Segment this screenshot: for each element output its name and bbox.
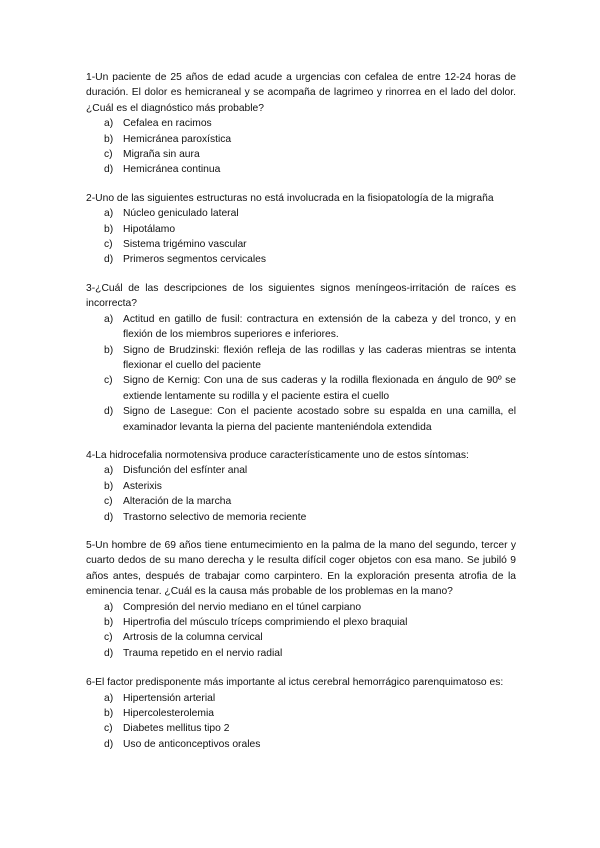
option-letter: a) bbox=[104, 465, 114, 477]
option-a bbox=[86, 600, 516, 615]
question-stem: 4-La hidrocefalia normotensiva produce característicamente uno de estos síntomas: bbox=[86, 449, 469, 461]
question-1 bbox=[86, 70, 516, 178]
option-b bbox=[86, 706, 516, 721]
option-text: Disfunción del esfínter anal bbox=[123, 465, 248, 477]
option-text: Actitud en gatillo de fusil: contractura en extensión de la cabeza y del tronco, y en flexión de los miembros superiores e inferiores. bbox=[123, 313, 516, 341]
option-letter: d) bbox=[104, 406, 114, 418]
option-text: Compresión del nervio mediano en el túnel carpiano bbox=[123, 601, 362, 613]
option-d bbox=[86, 737, 516, 752]
option-a bbox=[86, 312, 516, 343]
option-text: Sistema trigémino vascular bbox=[123, 239, 247, 251]
option-letter: b) bbox=[104, 223, 114, 235]
option-text: Hemicránea paroxística bbox=[123, 133, 232, 145]
option-d bbox=[86, 162, 516, 177]
option-d bbox=[86, 510, 516, 525]
options-list bbox=[86, 691, 516, 753]
option-letter: d) bbox=[104, 647, 114, 659]
option-text: Artrosis de la columna cervical bbox=[123, 632, 263, 644]
option-text: Hemicránea continua bbox=[123, 164, 221, 176]
question-2 bbox=[86, 191, 516, 268]
option-d bbox=[86, 252, 516, 267]
option-c bbox=[86, 373, 516, 404]
option-letter: a) bbox=[104, 118, 114, 130]
option-text: Diabetes mellitus tipo 2 bbox=[123, 723, 230, 735]
question-stem: 6-El factor predisponente más importante al ictus cerebral hemorrágico parenquimatoso es: bbox=[86, 677, 504, 689]
option-text: Trastorno selectivo de memoria reciente bbox=[123, 511, 307, 523]
option-a bbox=[86, 463, 516, 478]
question-stem: 3-¿Cuál de las descripciones de los siguientes signos meníngeos-irritación de raíces es incorrecta? bbox=[86, 282, 516, 310]
option-c bbox=[86, 721, 516, 736]
option-text: Signo de Brudzinski: flexión refleja de las rodillas y las caderas mientras se intenta flexionar el cuello del paciente bbox=[123, 344, 516, 371]
option-c bbox=[86, 237, 516, 252]
option-b bbox=[86, 132, 516, 147]
option-b bbox=[86, 222, 516, 237]
question-5 bbox=[86, 538, 516, 661]
options-list bbox=[86, 312, 516, 435]
option-text: Alteración de la marcha bbox=[123, 496, 232, 508]
option-text: Trauma repetido en el nervio radial bbox=[123, 647, 283, 659]
option-letter: b) bbox=[104, 133, 114, 145]
option-text: Migraña sin aura bbox=[123, 149, 200, 161]
option-text: Uso de anticonceptivos orales bbox=[123, 738, 261, 750]
option-letter: a) bbox=[104, 208, 114, 220]
option-c bbox=[86, 630, 516, 645]
option-letter: b) bbox=[104, 708, 114, 720]
option-d bbox=[86, 646, 516, 661]
option-letter: c) bbox=[104, 723, 113, 735]
option-text: Hipotálamo bbox=[123, 223, 176, 235]
option-letter: d) bbox=[104, 164, 114, 176]
option-text: Cefalea en racimos bbox=[123, 118, 212, 130]
option-b bbox=[86, 615, 516, 630]
option-c bbox=[86, 147, 516, 162]
option-text: Hipertensión arterial bbox=[123, 692, 216, 704]
option-c bbox=[86, 494, 516, 509]
option-letter: c) bbox=[104, 375, 113, 387]
document-page bbox=[86, 70, 516, 766]
option-a bbox=[86, 206, 516, 221]
question-4 bbox=[86, 448, 516, 525]
option-a bbox=[86, 691, 516, 706]
question-stem: 1-Un paciente de 25 años de edad acude a urgencias con cefalea de entre 12-24 horas de duración. El dolor es hemicraneal y se acompaña de lagrimeo y rinorrea en el lado del dolor. ¿Cuál es el diagnóstico más probable? bbox=[86, 72, 516, 114]
option-text: Asterixis bbox=[123, 480, 162, 492]
options-list bbox=[86, 116, 516, 178]
option-letter: a) bbox=[104, 601, 114, 613]
option-letter: b) bbox=[104, 617, 114, 628]
option-text: Signo de Kernig: Con una de sus caderas y la rodilla flexionada en ángulo de 90º se extiende lentamente su rodilla y el paciente estira el cuello bbox=[123, 375, 516, 402]
option-letter: b) bbox=[104, 344, 114, 356]
option-b bbox=[86, 343, 516, 374]
option-letter: a) bbox=[104, 313, 114, 325]
question-stem: 2-Uno de las siguientes estructuras no está involucrada en la fisiopatología de la migraña bbox=[86, 192, 494, 204]
option-letter: d) bbox=[104, 511, 114, 523]
option-letter: c) bbox=[104, 632, 113, 644]
options-list bbox=[86, 463, 516, 525]
option-letter: c) bbox=[104, 496, 113, 508]
question-3 bbox=[86, 281, 516, 435]
option-letter: d) bbox=[104, 738, 114, 750]
question-stem: 5-Un hombre de 69 años tiene entumecimiento en la palma de la mano del segundo, tercer y cuarto dedos de su mano derecha y le resulta difícil coger objetos con esa mano. Se jubiló 9 años antes, después de trabajar como carpintero. En la exploración presenta atrofia de la eminencia tenar. ¿Cuál es la causa más probable de los problemas en la mano? bbox=[86, 539, 516, 598]
option-d bbox=[86, 404, 516, 435]
option-text: Hipertrofia del músculo tríceps comprimiendo el plexo braquial bbox=[123, 617, 408, 628]
question-6 bbox=[86, 675, 516, 752]
option-b bbox=[86, 479, 516, 494]
option-text: Hipercolesterolemia bbox=[123, 708, 214, 720]
option-letter: c) bbox=[104, 239, 113, 251]
option-text: Signo de Lasegue: Con el paciente acostado sobre su espalda en una camilla, el examinador levanta la pierna del paciente manteniéndola extendida bbox=[123, 406, 516, 433]
option-a bbox=[86, 116, 516, 131]
options-list bbox=[86, 206, 516, 268]
option-letter: b) bbox=[104, 480, 114, 492]
option-letter: d) bbox=[104, 254, 114, 266]
option-letter: c) bbox=[104, 149, 113, 161]
options-list bbox=[86, 600, 516, 662]
option-text: Primeros segmentos cervicales bbox=[123, 254, 267, 266]
option-text: Núcleo geniculado lateral bbox=[123, 208, 239, 220]
option-letter: a) bbox=[104, 692, 114, 704]
